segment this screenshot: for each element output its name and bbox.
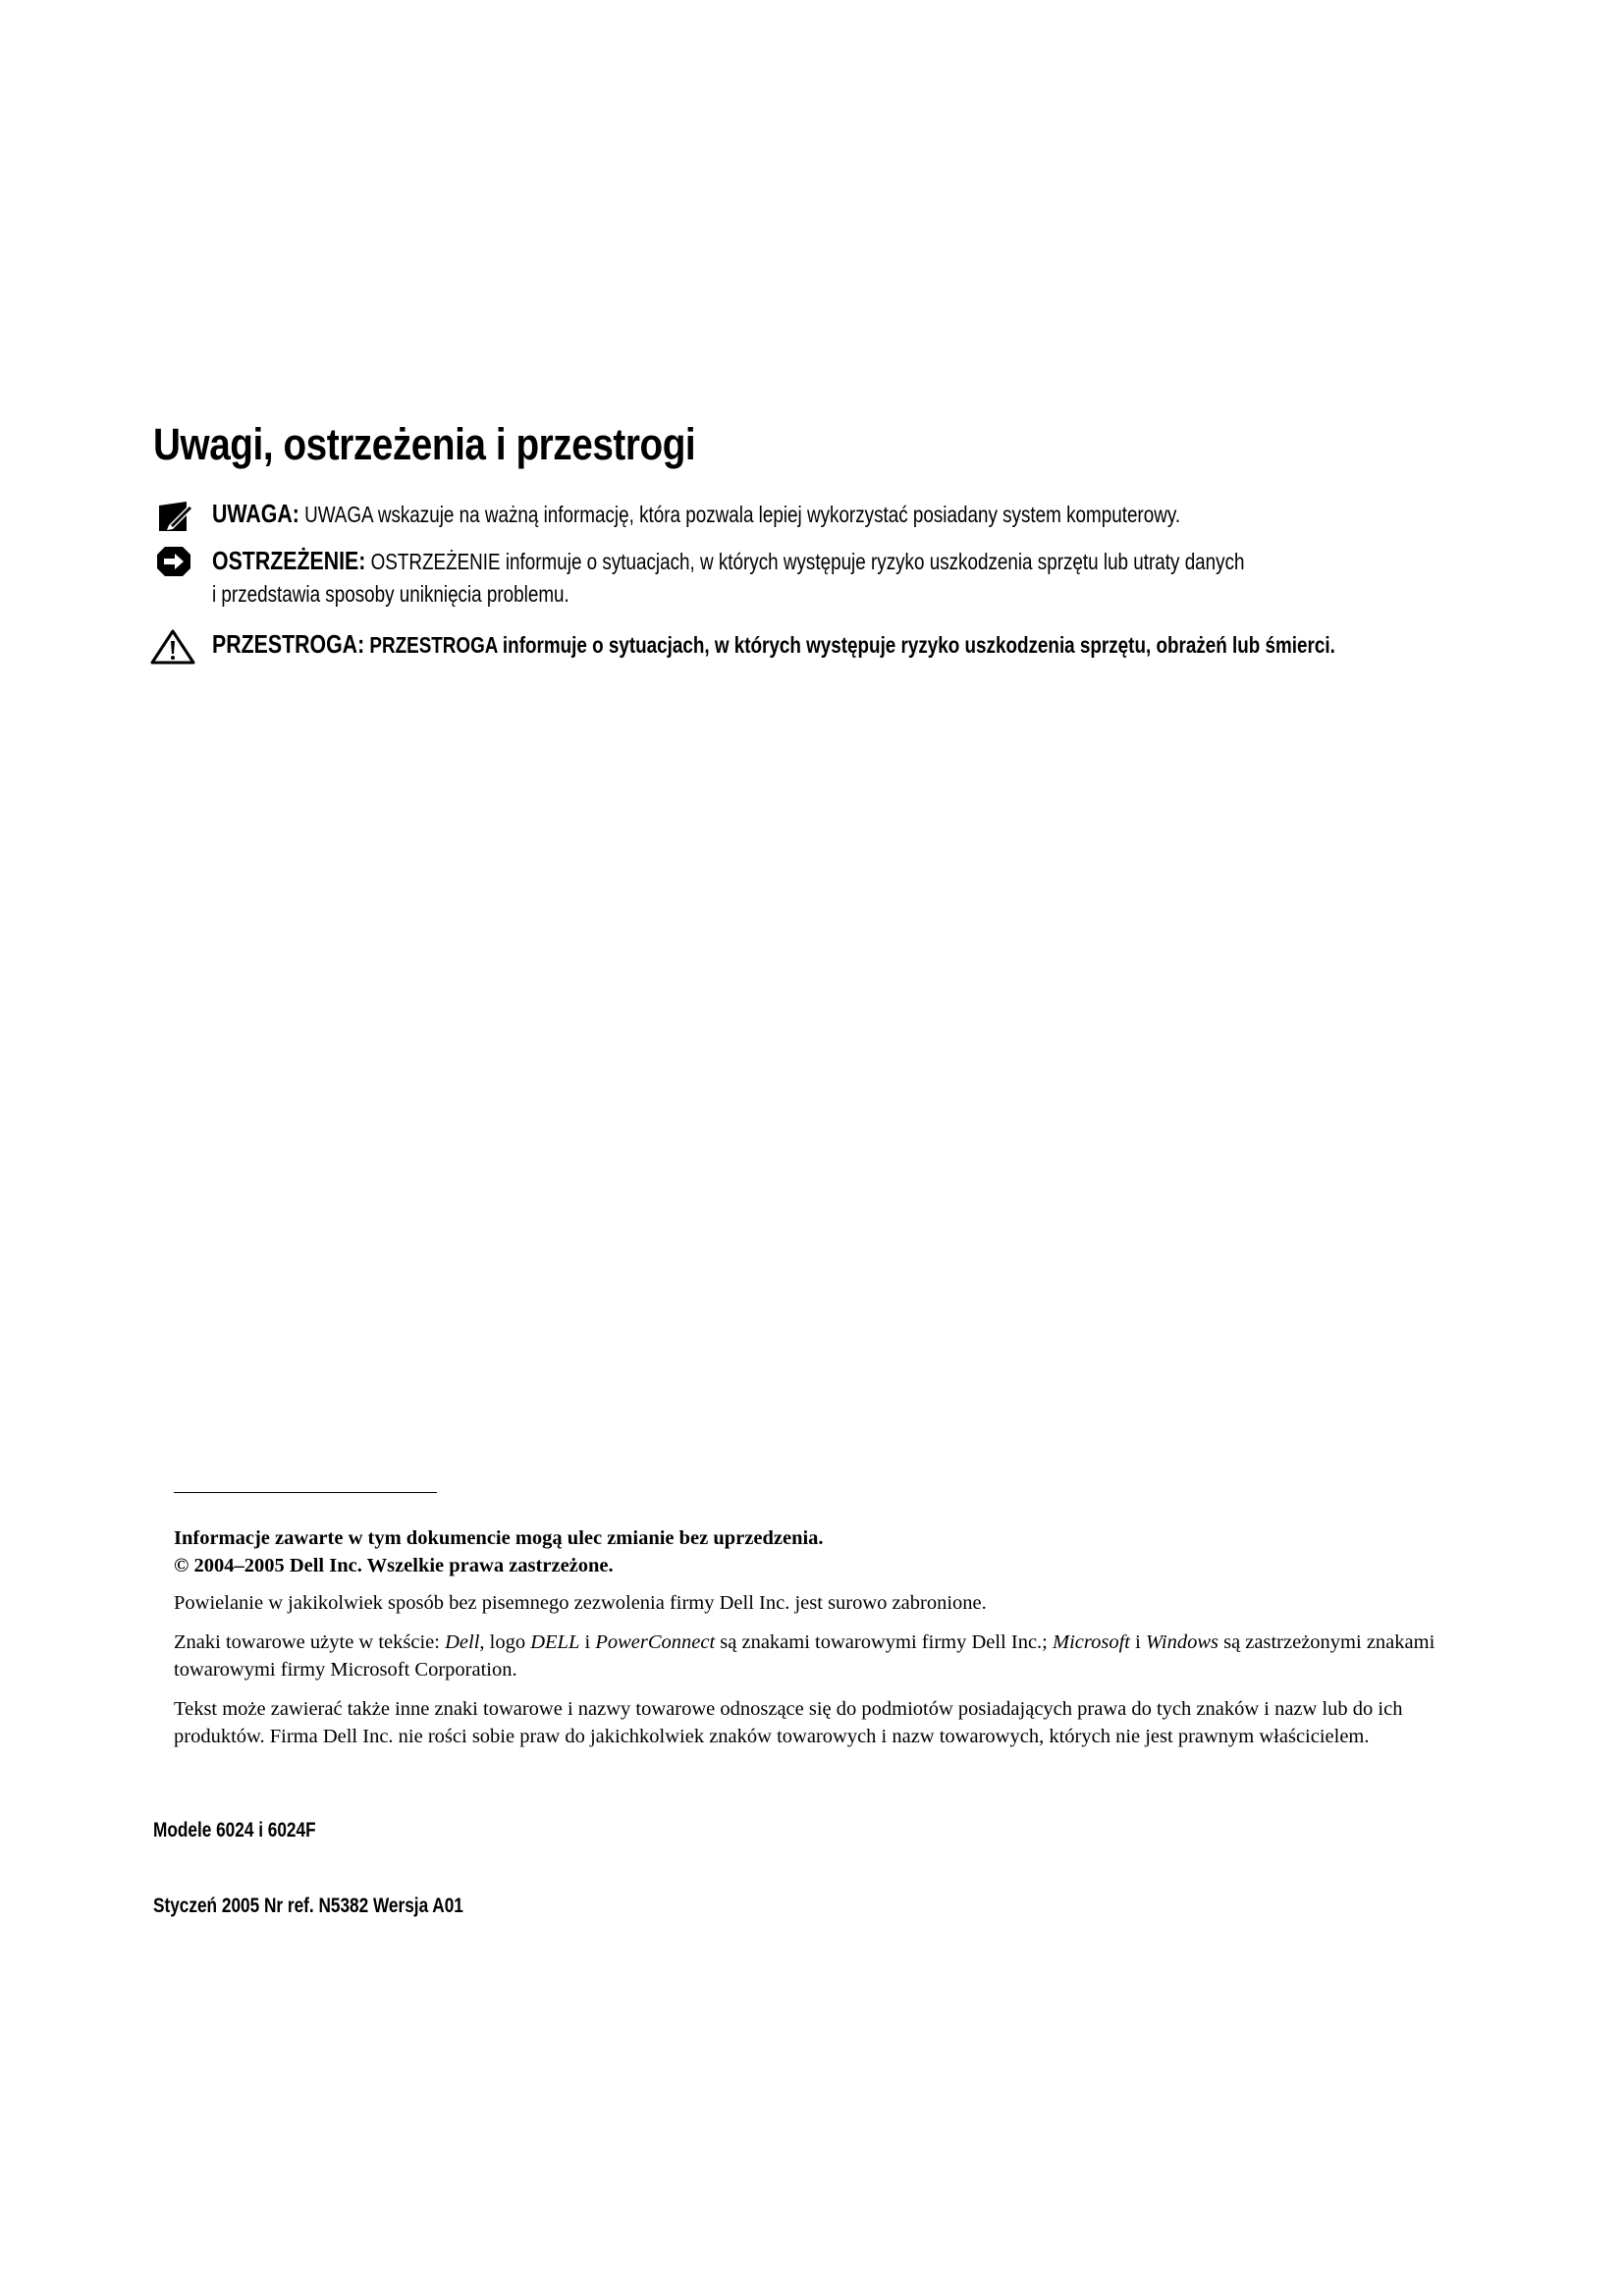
trademark-microsoft: Microsoft: [1053, 1631, 1130, 1653]
trademarks-text: Znaki towarowe użyte w tekście: Dell, logo DELL i PowerConnect są znakami towarowymi firmy Dell Inc.; Microsoft i Windows są zastrzeżonymi znakami towarowymi firmy Microsoft Corporation.: [174, 1631, 1435, 1681]
notice-arrow-icon: [155, 545, 192, 583]
warning-text-line2: i przedstawia sposoby uniknięcia problemu.: [212, 581, 569, 607]
trademark-dell-logo: DELL: [530, 1631, 580, 1653]
release-line: Styczeń 2005 Nr ref. N5382 Wersja A01: [153, 1895, 463, 1917]
note-label: UWAGA:: [212, 499, 299, 528]
disclaimer-text: [174, 1524, 1440, 1579]
note-pencil-icon: [157, 500, 196, 538]
footnote-divider: [174, 1492, 437, 1493]
models-line: Modele 6024 i 6024F: [153, 1819, 316, 1842]
caution-label: PRZESTROGA:: [212, 629, 365, 659]
warning-label: OSTRZEŻENIE:: [212, 546, 366, 575]
note-text: UWAGA wskazuje na ważną informację, która pozwala lepiej wykorzystać posiadany system komputerowy.: [304, 502, 1181, 527]
caution-text: PRZESTROGA informuje o sytuacjach, w których występuje ryzyko uszkodzenia sprzętu, obrażeń lub śmierci.: [369, 632, 1335, 658]
trademark-windows: Windows: [1145, 1631, 1218, 1653]
trademark-dell: Dell: [445, 1631, 480, 1653]
reproduction-text: Powielanie w jakikolwiek sposób bez pisemnego zezwolenia firmy Dell Inc. jest surowo zabronione.: [174, 1592, 987, 1614]
trademark-powerconnect: PowerConnect: [595, 1631, 716, 1653]
caution-triangle-icon: [149, 628, 196, 670]
other-marks-text: Tekst może zawierać także inne znaki towarowe i nazwy towarowe odnoszące się do podmiotów posiadających prawa do tych znaków i nazw lub do ich produktów. Firma Dell Inc. nie rości sobie praw do jakichkolwiek znaków towarowych i nazw towarowych, których nie jest prawnym właścicielem.: [174, 1698, 1403, 1747]
page-title: Uwagi, ostrzeżenia i przestrogi: [153, 419, 696, 469]
warning-text-line1: OSTRZEŻENIE informuje o sytuacjach, w których występuje ryzyko uszkodzenia sprzętu lub utraty danych: [370, 549, 1245, 574]
disclaimer-line: Informacje zawarte w tym dokumencie mogą ulec zmianie bez uprzedzenia.: [174, 1527, 824, 1549]
copyright-line: © 2004–2005 Dell Inc. Wszelkie prawa zastrzeżone.: [174, 1555, 614, 1576]
